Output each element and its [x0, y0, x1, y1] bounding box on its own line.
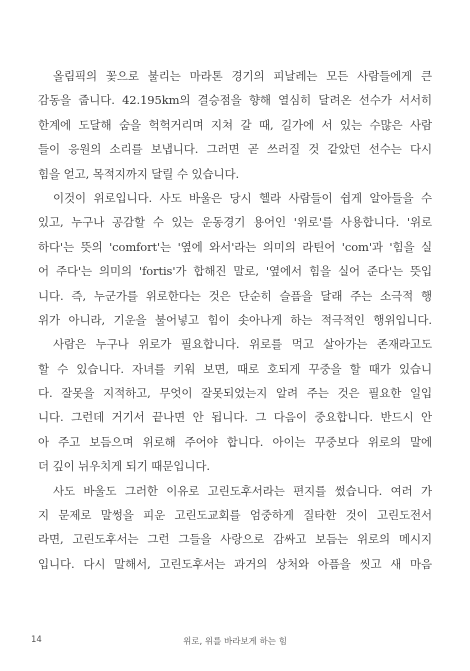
text-line: 하다'는 뜻의 'comfort'는 '옆에 와서'라는 의미의 라틴어 'com'과 '힘을 실 [38, 239, 432, 254]
text-line: 어 주다'는 의미의 'fortis'가 합해진 말로, '옆에서 힘을 실어 준다'는 뜻입 [38, 264, 432, 279]
text-line: 위가 아니라, 기운을 불어넣고 힘이 솟아나게 하는 적극적인 행위입니다. [38, 312, 432, 327]
paragraph-4 [38, 479, 432, 577]
text-line: 할 수 있습니다. 자녀를 키워 보면, 때로 호되게 꾸중을 할 때가 있습니 [38, 361, 432, 376]
running-title: 위로, 위를 바라보게 하는 힘 [183, 637, 287, 647]
body-text [38, 64, 432, 576]
text-line: 다. 잘못을 지적하고, 무엇이 잘못되었는지 알려 주는 것은 필요한 일입 [38, 386, 432, 401]
text-line: 사도 바울도 그러한 이유로 고린도후서라는 편지를 썼습니다. 여러 가 [53, 483, 432, 498]
text-line: 라면, 고린도후서는 그런 그들을 사랑으로 감싸고 보듬는 위로의 메시지 [38, 532, 432, 547]
text-line: 지 문제로 말썽을 피운 고린도교회를 엄중하게 질타한 것이 고린도전서 [38, 508, 432, 523]
text-line: 니다. 그런데 거기서 끝나면 안 됩니다. 그 다음이 중요합니다. 반드시 안 [38, 410, 432, 425]
paragraph-2 [38, 186, 432, 332]
paragraph-1 [38, 64, 432, 186]
text-line: 감동을 줍니다. 42.195km의 결승점을 향해 열심히 달려온 선수가 서서히 [38, 93, 432, 108]
text-line: 아 주고 보듬으며 위로해 주어야 합니다. 아이는 꾸중보다 위로의 말에 [38, 434, 432, 449]
text-line: 들이 응원의 소리를 보냅니다. 그러면 곧 쓰러질 것 같았던 선수는 다시 [38, 142, 432, 157]
page-footer [0, 635, 470, 649]
text-line: 한계에 도달해 숨을 헉헉거리며 지쳐 갈 때, 길가에 서 있는 수많은 사람 [38, 117, 432, 132]
paragraph-3 [38, 332, 432, 478]
text-line: 올림픽의 꽃으로 불리는 마라톤 경기의 피날레는 모든 사람들에게 큰 [53, 69, 432, 83]
text-line: 니다. 즉, 누군가를 위로한다는 것은 단순히 슬픔을 달래 주는 소극적 행 [38, 288, 432, 303]
text-line: 입니다. 다시 말해서, 고린도후서는 과거의 상처와 아픔을 씻고 새 마음 [38, 556, 432, 571]
text-line: 더 깊이 뉘우치게 되기 때문입니다. [38, 459, 210, 474]
text-line: 이것이 위로입니다. 사도 바울은 당시 헬라 사람들이 쉽게 알아들을 수 [53, 190, 432, 205]
text-line: 있고, 누구나 공감할 수 있는 운동경기 용어인 '위로'를 사용합니다. '위로 [38, 215, 432, 230]
text-line: 사람은 누구나 위로가 필요합니다. 위로를 먹고 살아가는 존재라고도 [53, 337, 432, 352]
text-line: 힘을 얻고, 목적지까지 달릴 수 있습니다. [38, 166, 240, 181]
page-number: 14 [31, 635, 42, 645]
